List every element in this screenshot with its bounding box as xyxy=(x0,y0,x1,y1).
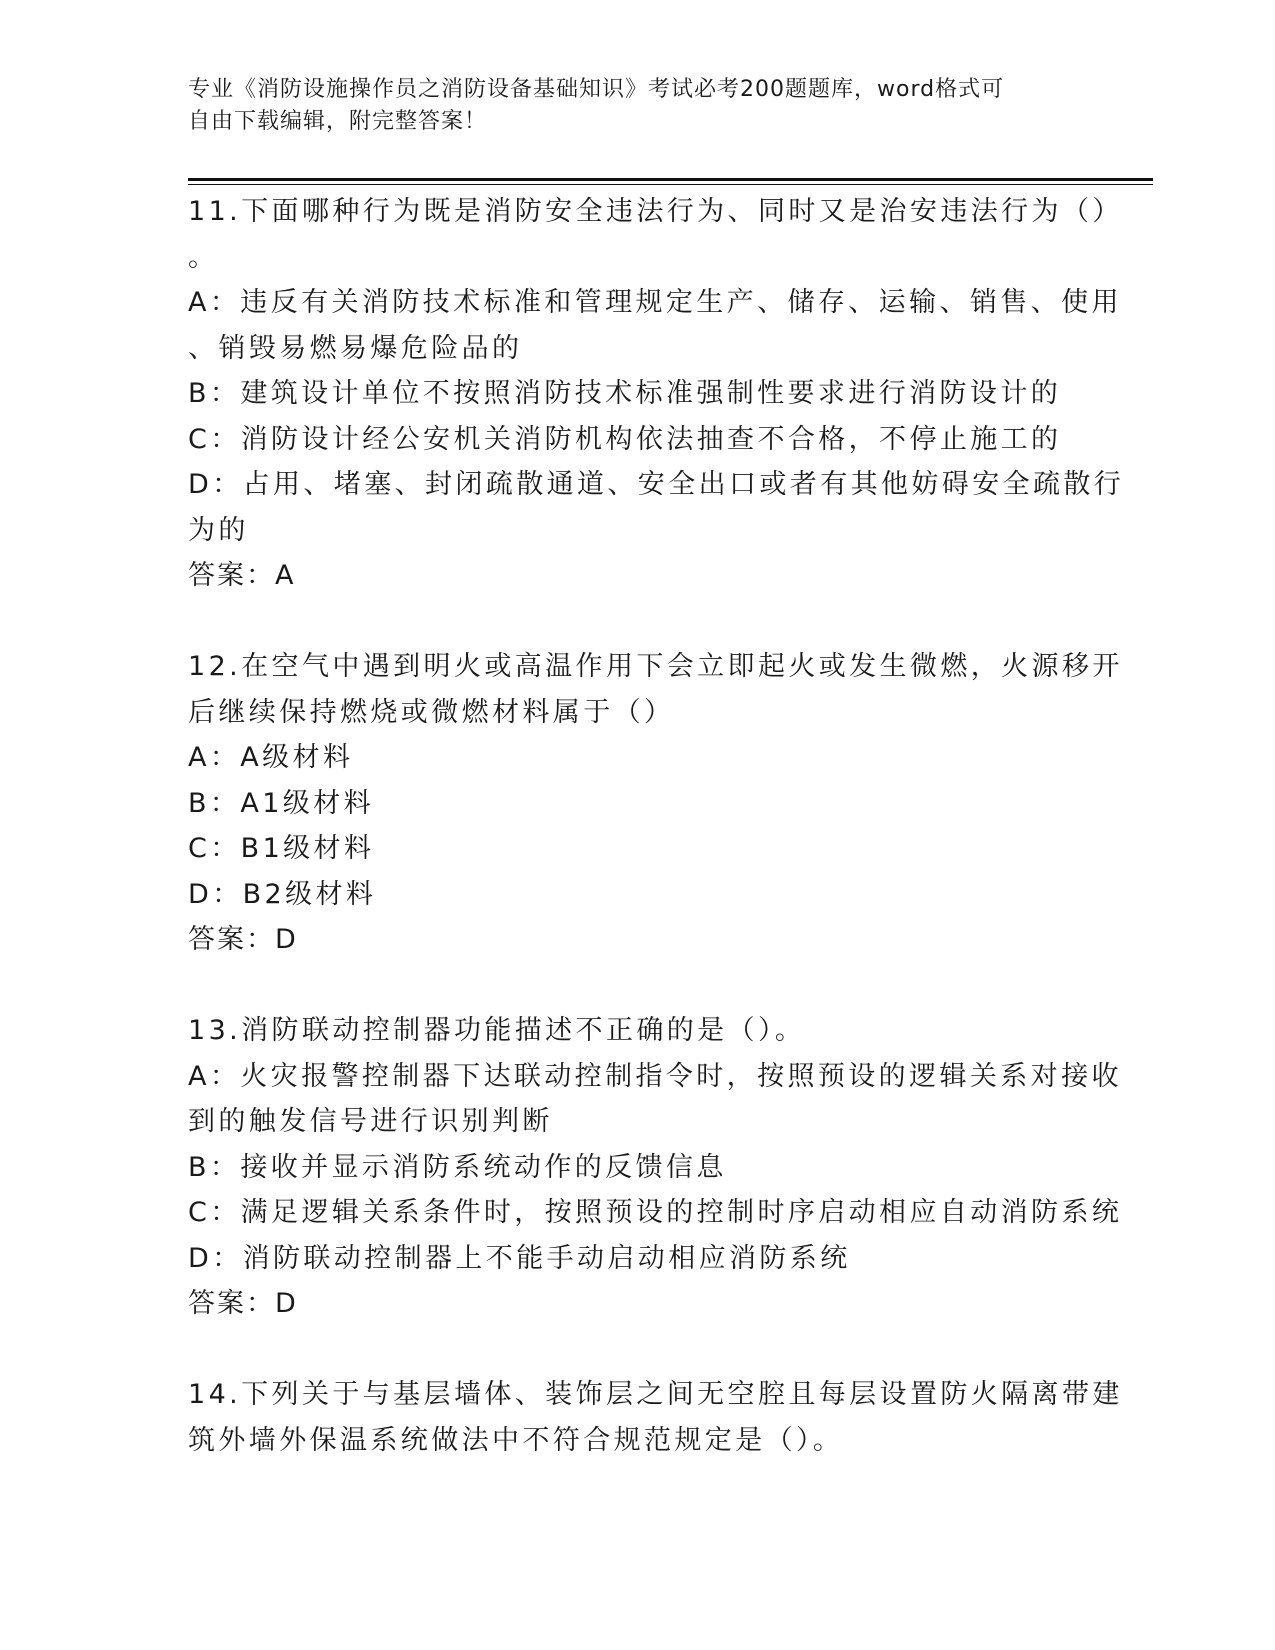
answer-line: 答案：D xyxy=(188,924,298,955)
option-a: A：违反有关消防技术标准和管理规定生产、储存、运输、销售、使用 xyxy=(188,287,1122,318)
header-rule-thick xyxy=(188,178,1153,181)
question-list xyxy=(188,189,1125,1509)
question-11 xyxy=(188,189,1125,599)
question-stem: 后继续保持燃烧或微燃材料属于（） xyxy=(188,696,675,728)
answer-line: 答案：A xyxy=(188,560,296,591)
option-a: A：A级材料 xyxy=(188,742,354,773)
header-line-2: 自由下载编辑，附完整答案！ xyxy=(188,109,488,134)
question-12 xyxy=(188,644,1123,963)
option-a: A：火灾报警控制器下达联动控制指令时，按照预设的逻辑关系对接收 xyxy=(188,1060,1122,1092)
question-stem: 筑外墙外保温系统做法中不符合规范规定是（）。 xyxy=(188,1424,844,1456)
option-c: C：消防设计经公安机关消防机构依法抽查不合格，不停止施工的 xyxy=(188,423,1062,455)
option-a: 、销毁易燃易爆危险品的 xyxy=(188,332,523,364)
option-d: D：消防联动控制器上不能手动启动相应消防系统 xyxy=(188,1242,851,1274)
option-b: B：接收并显示消防系统动作的反馈信息 xyxy=(188,1151,727,1183)
question-stem: 12.在空气中遇到明火或高温作用下会立即起火或发生微燃，火源移开 xyxy=(188,651,1123,682)
document-header xyxy=(188,74,1088,138)
option-c: C：满足逻辑关系条件时，按照预设的控制时序启动相应自动消防系统 xyxy=(188,1197,1123,1228)
answer-line: 答案：D xyxy=(188,1288,298,1319)
question-stem: 13.消防联动控制器功能描述不正确的是（）。 xyxy=(188,1015,806,1046)
option-c: C：B1级材料 xyxy=(188,833,375,864)
option-a: 到的触发信号进行识别判断 xyxy=(188,1106,553,1137)
question-stem: 14.下列关于与基层墙体、装饰层之间无空腔且每层设置防火隔离带建 xyxy=(188,1379,1123,1410)
header-line-1: 专业《消防设施操作员之消防设备基础知识》考试必考200题题库，word格式可 xyxy=(188,77,1005,102)
option-d: 为的 xyxy=(188,514,249,546)
question-stem: 。 xyxy=(188,241,219,273)
question-14 xyxy=(188,1372,1123,1463)
question-13 xyxy=(188,1008,1123,1327)
option-d: D：B2级材料 xyxy=(188,878,377,910)
option-d: D：占用、堵塞、封闭疏散通道、安全出口或者有其他妨碍安全疏散行 xyxy=(188,469,1125,500)
option-b: B：建筑设计单位不按照消防技术标准强制性要求进行消防设计的 xyxy=(188,378,1062,409)
header-rule-thin xyxy=(188,184,1153,185)
question-stem: 11.下面哪种行为既是消防安全违法行为、同时又是治安违法行为（） xyxy=(188,196,1123,227)
option-b: B：A1级材料 xyxy=(188,787,374,819)
